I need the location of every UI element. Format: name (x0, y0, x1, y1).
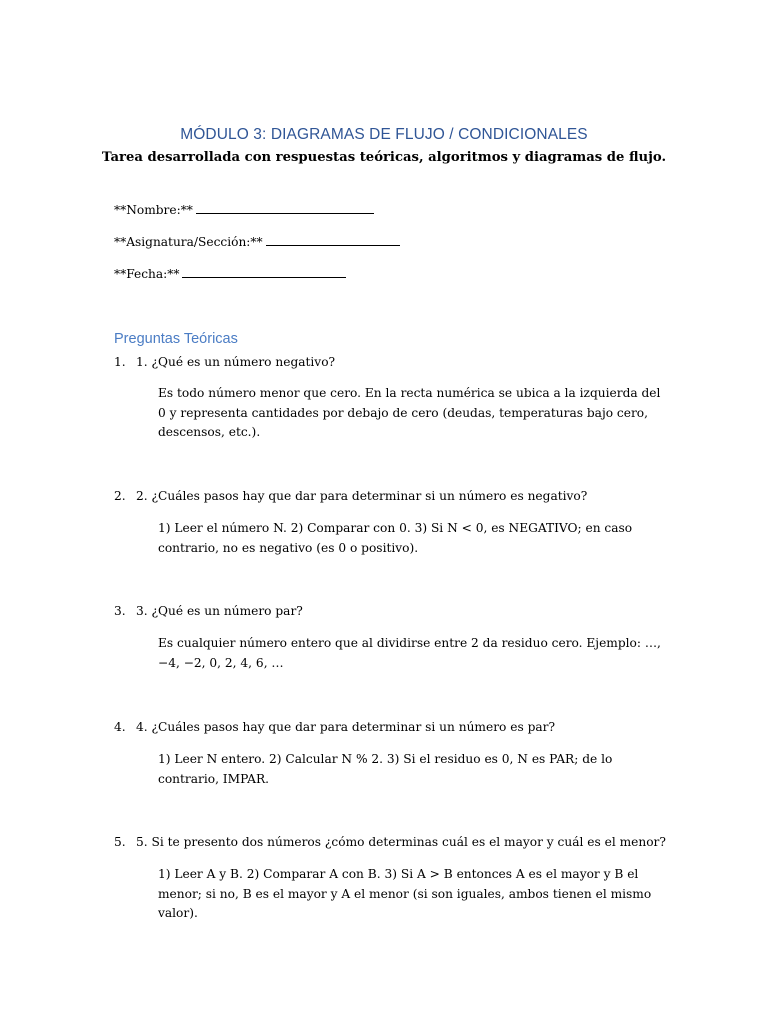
question-4-number: 4. (114, 720, 126, 734)
answer-2: 1) Leer el número N. 2) Comparar con 0. 3) Si N < 0, es NEGATIVO; en caso contrario, no es negativo (es 0 o positivo). (158, 521, 633, 555)
field-nombre-label: **Nombre:** (114, 203, 193, 217)
section-heading: Preguntas Teóricas (114, 331, 238, 347)
answer-4: 1) Leer N entero. 2) Calcular N % 2. 3) Si el residuo es 0, N es PAR; de lo contrario, IMPAR. (158, 752, 613, 786)
field-fecha (114, 267, 346, 281)
question-3-number: 3. (114, 604, 126, 618)
question-5-text: 5. Si te presento dos números ¿cómo determinas cuál es el mayor y cuál es el menor? (136, 835, 666, 849)
answer-5: 1) Leer A y B. 2) Comparar A con B. 3) Si A > B entonces A es el mayor y B el menor; si no, B es el mayor y A el menor (si son iguales, ambos tienen el mismo valor). (158, 867, 652, 920)
question-2-text: 2. ¿Cuáles pasos hay que dar para determinar si un número es negativo? (136, 489, 588, 503)
question-5-number: 5. (114, 835, 126, 849)
question-2-number: 2. (114, 489, 126, 503)
field-asignatura (114, 235, 400, 249)
field-asignatura-blank (266, 235, 400, 246)
question-1-number: 1. (114, 355, 126, 369)
field-asignatura-label: **Asignatura/Sección:** (114, 235, 263, 249)
question-1-text: 1. ¿Qué es un número negativo? (136, 355, 336, 369)
field-fecha-blank (182, 267, 346, 278)
question-3-text: 3. ¿Qué es un número par? (136, 604, 303, 618)
answer-3: Es cualquier número entero que al dividirse entre 2 da residuo cero. Ejemplo: …, −4, −2, 0, 2, 4, 6, … (158, 636, 661, 670)
field-fecha-label: **Fecha:** (114, 267, 180, 281)
question-4-text: 4. ¿Cuáles pasos hay que dar para determinar si un número es par? (136, 720, 556, 734)
document-title: MÓDULO 3: DIAGRAMAS DE FLUJO / CONDICIONALES (180, 126, 588, 143)
document-subtitle: Tarea desarrollada con respuestas teóricas, algoritmos y diagramas de flujo. (101, 150, 667, 165)
answer-1: Es todo número menor que cero. En la recta numérica se ubica a la izquierda del 0 y representa cantidades por debajo de cero (deudas, temperaturas bajo cero, descensos, etc.). (158, 386, 661, 439)
field-nombre-blank (196, 203, 374, 214)
field-nombre (114, 203, 374, 217)
